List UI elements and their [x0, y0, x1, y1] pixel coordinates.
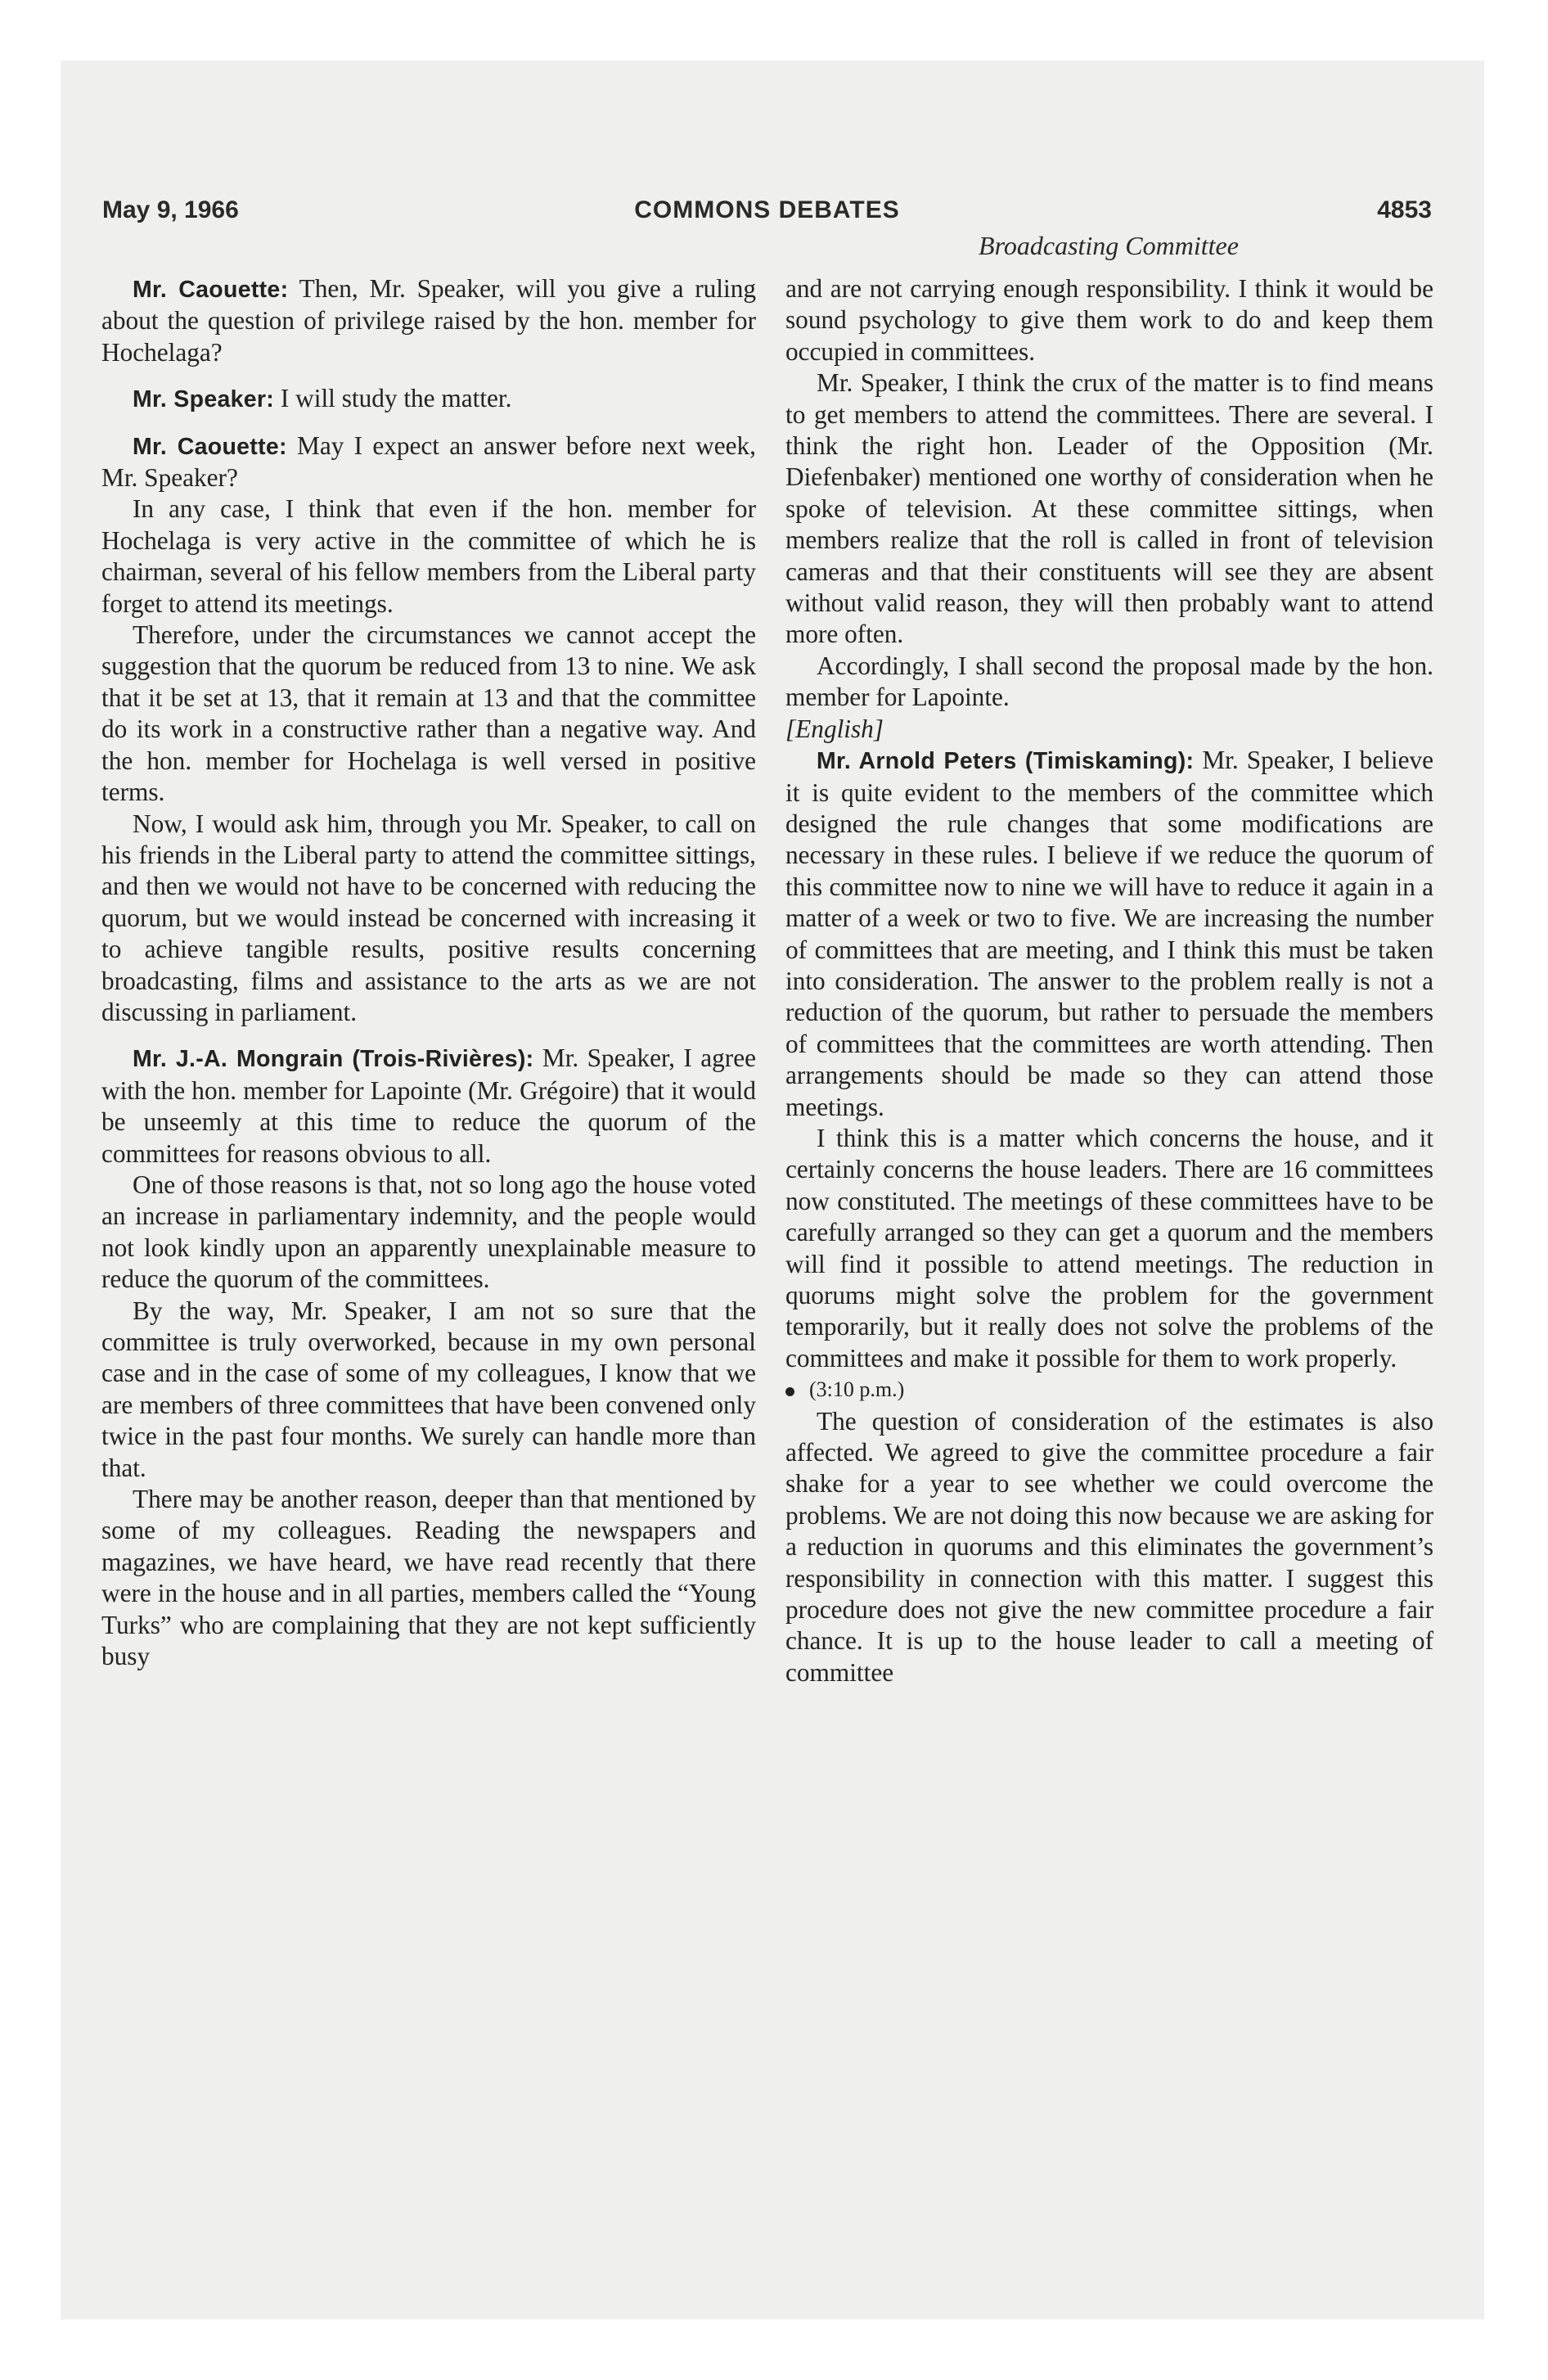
paragraph: By the way, Mr. Speaker, I am not so sure that the committee is truly overworked, because in my own personal case and in the case of some of my colleagues, I know that we are members of three committees that have been convened only twice in the past four months. We surely can handle more than that. — [101, 1296, 756, 1482]
paragraph-text: Mr. Speaker, I agree with the hon. member for Lapointe (Mr. Grégoire) that it would be unseemly at this time to reduce the quorum of the committees for reasons obvious to all. — [101, 1044, 756, 1168]
paragraph: The question of consideration of the estimates is also affected. We agreed to give the committee procedure a fair shake for a year to see whether we could overcome the problems. We are not doing this now because we are asking for a reduction in quorums and this eliminates the government’s responsibility in connection with this matter. I suggest this procedure does not give the new committee procedure a fair chance. It is up to the house leader to call a meeting of committee — [785, 1406, 1433, 1687]
paragraph-text: I will study the matter. — [274, 384, 512, 413]
paragraph: and are not carrying enough responsibility. I think it would be sound psychology to give them work to do and keep them occupied in committees. — [785, 274, 1433, 366]
paragraph — [785, 745, 1433, 1123]
speaker-name: Mr. Caouette: — [133, 433, 287, 460]
section-title: Broadcasting Committee — [979, 231, 1239, 260]
speaker-name: Mr. Caouette: — [133, 277, 289, 303]
right-column — [785, 273, 1433, 2131]
speaker-name: Mr. J.-A. Mongrain (Trois-Rivières): — [133, 1046, 534, 1073]
header-date: May 9, 1966 — [102, 196, 239, 223]
paragraph: Mr. Speaker, I think the crux of the matter is to find means to get members to attend the committees. There are several. I think the right hon. Leader of the Opposition (Mr. Diefenbaker) mentioned one worthy of consideration when he spoke of television. At these committee sittings, when members realize that the roll is called in front of television cameras and that their constituents will see they are absent without valid reason, they will then probably want to attend more often. — [785, 368, 1433, 649]
paragraph: In any case, I think that even if the hon. member for Hochelaga is very active in the committee of which he is chairman, several of his fellow members from the Liberal party forget to attend its meetings. — [101, 494, 756, 618]
header-title: COMMONS DEBATES — [634, 196, 900, 223]
paragraph: Now, I would ask him, through you Mr. Speaker, to call on his friends in the Liberal party to attend the committee sittings, and then we would not have to be concerned with reducing the quorum, but we would instead be concerned with increasing it to achieve tangible results, positive results concerning broadcasting, films and assistance to the arts as we are not discussing in parliament. — [101, 809, 756, 1026]
paragraph: Accordingly, I shall second the proposal made by the hon. member for Lapointe. — [785, 651, 1433, 712]
paragraph: I think this is a matter which concerns the house, and it certainly concerns the house leaders. There are 16 committees now constituted. The meetings of these committees have to be carefully arranged so they can get a quorum and the members will find it possible to attend meetings. The reduction in quorums might solve the problem for the government temporarily, but it really does not solve the problems of the committees and make it possible for them to work properly. — [785, 1123, 1433, 1373]
speaker-name: Mr. Speaker: — [133, 386, 275, 413]
paragraph-text: May I expect an answer before next week, Mr. Speaker? — [101, 430, 756, 493]
time-mark-text: (3:10 p.m.) — [809, 1377, 905, 1402]
header-page-number: 4853 — [1377, 196, 1432, 223]
paragraph: There may be another reason, deeper than that mentioned by some of my colleagues. Reading the newspapers and magazines, we have heard, we have read recently that there were in the house and in all parties, members called the “Young Turks” who are complaining that they are not kept sufficiently busy — [101, 1485, 756, 1671]
paragraph: One of those reasons is that, not so long ago the house voted an increase in parliamentary indemnity, and the people would not look kindly upon an apparently unexplainable measure to reduce the quorum of the committees. — [101, 1170, 756, 1294]
paragraph: Therefore, under the circumstances we cannot accept the suggestion that the quorum be reduced from 13 to nine. We ask that it be set at 13, that it remain at 13 and that the committee do its work in a constructive rather than a negative way. And the hon. member for Hochelaga is well versed in positive terms. — [101, 620, 756, 807]
time-mark — [785, 1374, 1433, 1405]
paragraph-text: Then, Mr. Speaker, will you give a ruling about the question of privilege raised by the hon. member for Hochelaga? — [101, 274, 756, 367]
language-tag: [English] — [785, 714, 884, 743]
paragraph-text: Mr. Speaker, I believe it is quite evident to the members of the committee which designed the rule changes that some modifications are necessary in these rules. I believe if we reduce the quorum of this committee now to nine we will have to reduce it again in a matter of a week or two to five. We are increasing the number of committees that are meeting, and I think this must be taken into consideration. The answer to the problem really is not a reduction of the quorum, but rather to persuade the members of committees that the committees are worth attending. Then arrangements should be made so they can attend those meetings. — [785, 746, 1433, 1121]
left-column — [101, 273, 756, 2131]
paragraph — [101, 273, 756, 368]
paragraph — [101, 1043, 756, 1170]
bullet-dot-icon — [785, 1387, 794, 1396]
page-header — [102, 190, 1432, 231]
paragraph — [101, 383, 756, 415]
speaker-name: Mr. Arnold Peters (Timiskaming): — [817, 748, 1195, 775]
paragraph — [101, 430, 756, 494]
